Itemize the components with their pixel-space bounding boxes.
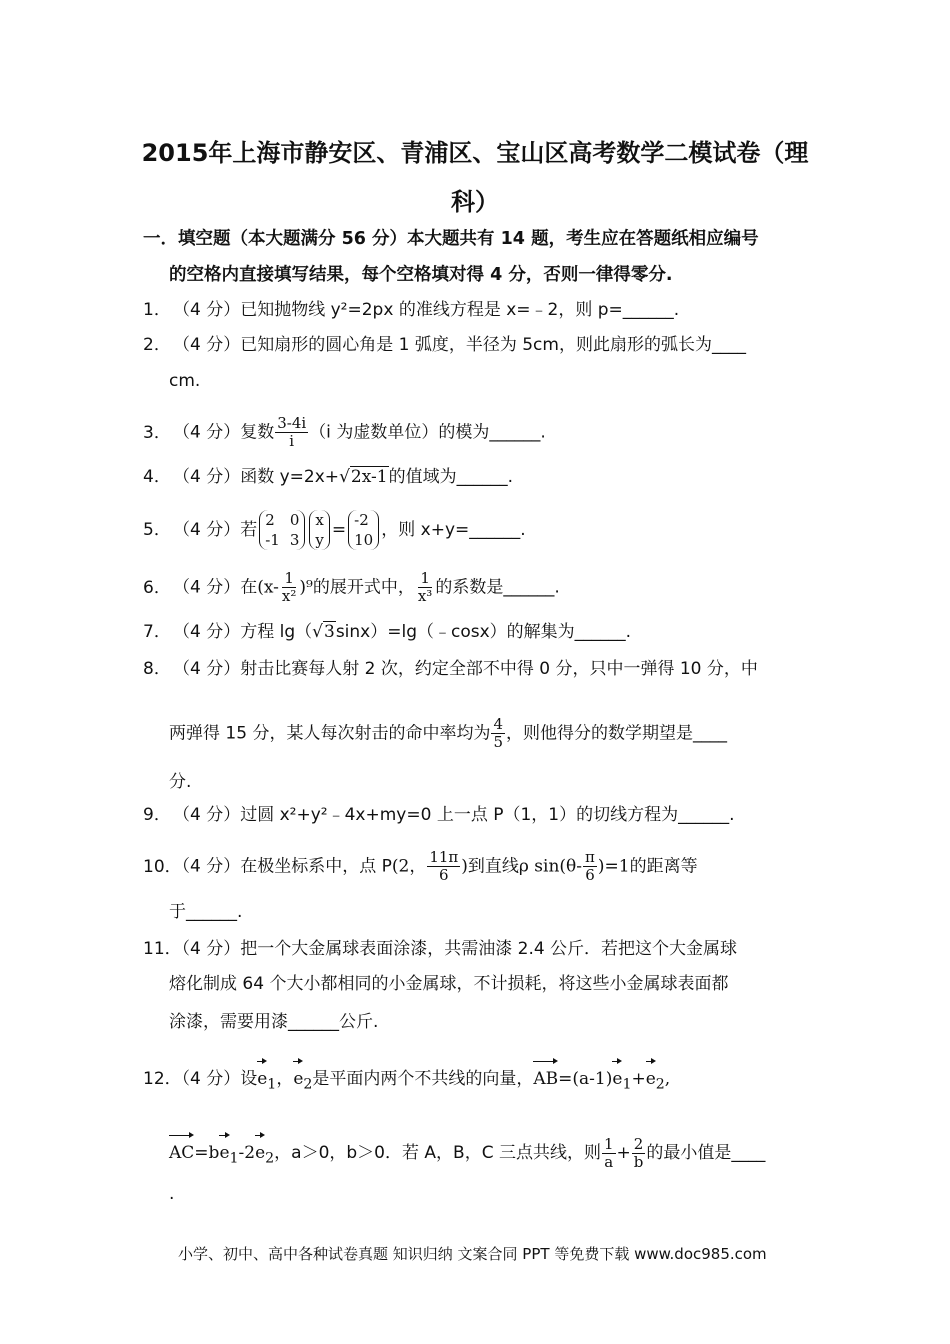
section-heading-line2: 的空格内直接填写结果，每个空格填对得 4 分，否则一律得零分. — [169, 265, 673, 285]
vector-arrow: AC — [169, 1132, 194, 1167]
question-6 — [143, 570, 813, 605]
question-text: （i 为虚数单位）的模为______. — [309, 422, 546, 443]
subscript: 2 — [303, 1076, 313, 1093]
numerator: 4 — [493, 715, 503, 733]
math-expression: (2， — [391, 856, 427, 877]
subscript: 2 — [655, 1076, 665, 1093]
math-expression: (x- — [257, 577, 279, 598]
result-vector — [348, 510, 379, 550]
question-number: 4． — [143, 467, 171, 487]
question-8-line3: 分. — [169, 772, 192, 792]
question-text: 的值域为______. — [388, 467, 513, 487]
question-text: （4 分）在极坐标系中，点 P — [173, 856, 392, 877]
paper-title-line2: 科） — [451, 188, 499, 216]
denominator: b — [633, 1152, 644, 1171]
radicand: 3 — [323, 622, 335, 642]
question-text: sinx）=lg（﹣cosx）的解集为______. — [335, 622, 632, 642]
vector-cell: y — [315, 531, 324, 549]
vector-ac-expression — [169, 1143, 275, 1167]
section-heading-line1: 一．填空题（本大题满分 56 分）本大题共有 14 题，考生应在答题纸相应编号 — [143, 229, 759, 249]
vector-e2 — [293, 1069, 313, 1093]
question-text: （4 分）已知扇形的圆心角是 1 弧度，半径为 5cm，则此扇形的弧长为____ — [173, 335, 746, 355]
question-number: 6． — [143, 577, 171, 598]
question-4 — [143, 463, 813, 491]
radicand: 2x-1 — [350, 467, 388, 487]
vector-arrow: e — [293, 1058, 303, 1093]
question-text: （4 分）过圆 x²+y²﹣4x+my=0 上一点 P（1，1）的切线方程为______. — [173, 805, 735, 825]
math-expression: =(a-1) — [558, 1069, 613, 1089]
square-root: √3 — [312, 622, 335, 642]
vector-arrow: e — [646, 1058, 656, 1093]
matrix-cell: 2 — [265, 511, 275, 529]
fraction — [275, 415, 308, 450]
math-expression: )=1 — [597, 856, 630, 877]
question-text: （4 分）函数 y=2x+ — [173, 467, 340, 487]
fraction — [280, 570, 298, 605]
numerator: 1 — [420, 569, 430, 587]
subscript: 2 — [265, 1150, 275, 1167]
question-2-continuation: cm. — [169, 371, 201, 391]
question-text: （4 分）复数 — [173, 422, 275, 443]
matrix-cell: 3 — [289, 531, 300, 549]
vector-cell: -2 — [354, 511, 369, 529]
vector-cell: 10 — [354, 531, 374, 549]
question-number: 2． — [143, 335, 171, 355]
question-text: 两弹得 15 分，某人每次射击的命中率均为 — [169, 723, 491, 744]
question-text: （4 分）方程 lg（ — [173, 622, 313, 642]
question-number: 3． — [143, 422, 171, 443]
fraction — [427, 849, 460, 884]
question-1 — [143, 296, 813, 324]
square-root: √2x-1 — [339, 467, 388, 487]
page-footer: 小学、初中、高中各种试卷真题 知识归纳 文案合同 PPT 等免费下载 www.doc985.com — [178, 1245, 767, 1263]
fraction — [491, 716, 505, 751]
question-number: 5． — [143, 520, 171, 540]
numerator: 2 — [633, 1134, 644, 1153]
vector-arrow: e — [255, 1132, 265, 1167]
vector-ab-expression — [533, 1069, 671, 1093]
question-9 — [143, 801, 813, 829]
question-12-line2 — [169, 1132, 765, 1172]
question-text: 是平面内两个不共线的向量， — [312, 1069, 534, 1089]
coefficient-matrix — [259, 510, 305, 550]
question-text: 的距离等 — [629, 856, 698, 877]
denominator: a — [604, 1152, 614, 1171]
question-number: 11． — [143, 939, 182, 959]
question-number: 1． — [143, 300, 171, 320]
question-text: （4 分）设 — [173, 1069, 258, 1089]
question-10-continuation: 于______. — [169, 902, 243, 922]
numerator: 1 — [603, 1134, 614, 1153]
numerator: 1 — [284, 569, 294, 587]
subscript: 1 — [267, 1076, 277, 1093]
question-number: 9． — [143, 805, 171, 825]
denominator: x³ — [417, 587, 433, 605]
question-number: 10． — [143, 856, 182, 877]
math-expression: + — [616, 1143, 631, 1163]
matrix-cell: 0 — [289, 511, 300, 529]
denominator: i — [289, 432, 295, 450]
question-text: ，则 x+y=______. — [381, 520, 526, 540]
question-text: （4 分）把一个大金属球表面涂漆，共需油漆 2.4 公斤．若把这个大金属球 — [173, 939, 738, 959]
numerator: π — [585, 848, 595, 866]
question-text: 的最小值是____ — [646, 1143, 766, 1163]
denominator: 5 — [493, 733, 503, 751]
fraction — [602, 1136, 616, 1171]
question-2 — [143, 331, 813, 359]
question-text: （4 分）已知抛物线 y²=2px 的准线方程是 x=﹣2，则 p=______. — [173, 300, 680, 320]
matrix-cell: -1 — [265, 531, 280, 549]
question-8 — [143, 655, 813, 683]
separator: ， — [276, 1069, 294, 1089]
question-12-end: . — [169, 1184, 175, 1204]
vector-cell: x — [315, 511, 324, 529]
section-heading — [143, 221, 813, 293]
numerator: 3-4i — [277, 414, 307, 432]
equals-sign: = — [331, 520, 347, 540]
vector-arrow: AB — [533, 1058, 558, 1093]
denominator: 6 — [439, 866, 449, 884]
denominator: 6 — [585, 866, 595, 884]
vector-e1 — [257, 1069, 277, 1093]
question-3 — [143, 415, 813, 450]
question-11-line2: 熔化制成 64 个大小都相同的小金属球，不计损耗，将这些小金属球表面都 — [169, 974, 729, 994]
denominator: x² — [281, 587, 297, 605]
question-5 — [143, 510, 813, 550]
question-text: （4 分）在 — [173, 577, 258, 598]
variable-vector — [309, 510, 329, 550]
fraction — [632, 1136, 646, 1171]
math-expression: -2 — [238, 1143, 256, 1163]
question-text: ，a＞0，b＞0．若 A，B，C 三点共线，则 — [274, 1143, 601, 1163]
question-number: 8． — [143, 659, 171, 679]
vector-arrow: e — [257, 1058, 267, 1093]
math-expression: , — [664, 1069, 671, 1089]
question-text: （4 分）射击比赛每人射 2 次，约定全部不中得 0 分，只中一弹得 10 分，中 — [173, 659, 758, 679]
question-11 — [143, 935, 813, 963]
vector-arrow: e — [219, 1132, 229, 1167]
question-10 — [143, 849, 813, 884]
question-number: 7． — [143, 622, 171, 642]
vector-arrow: e — [612, 1058, 622, 1093]
question-7 — [143, 618, 813, 646]
paper-title-line1: 2015年上海市静安区、青浦区、宝山区高考数学二模试卷（理 — [141, 139, 809, 167]
numerator: 11π — [429, 848, 459, 866]
question-text: ，则他得分的数学期望是____ — [506, 723, 727, 744]
math-expression: )到直线ρ sin(θ- — [461, 856, 583, 877]
fraction — [416, 570, 434, 605]
math-expression: + — [631, 1069, 646, 1089]
question-number: 12． — [143, 1069, 182, 1089]
question-text: （4 分）若 — [173, 520, 258, 540]
question-12 — [143, 1058, 813, 1098]
question-text: 的展开式中， — [312, 577, 415, 598]
question-11-line3: 涂漆，需要用漆______公斤. — [169, 1012, 379, 1032]
subscript: 1 — [229, 1150, 239, 1167]
question-text: 的系数是______. — [435, 577, 560, 598]
question-8-line2 — [169, 716, 727, 751]
subscript: 1 — [622, 1076, 632, 1093]
math-expression: =b — [194, 1143, 220, 1163]
fraction — [583, 849, 597, 884]
math-expression: )⁹ — [299, 577, 313, 598]
